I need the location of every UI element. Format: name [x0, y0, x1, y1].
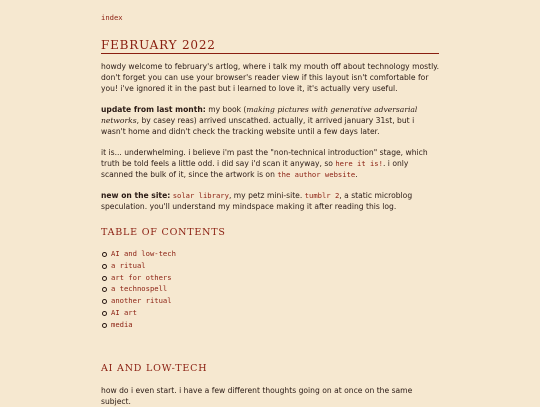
toc-item	[101, 248, 176, 260]
scan-link[interactable]: here it is!	[335, 159, 383, 169]
update-text-before: my book (	[205, 105, 247, 114]
solar-library-link[interactable]: solar library	[172, 191, 229, 200]
toc-item	[101, 319, 176, 331]
toc-item	[101, 307, 176, 319]
toc-item	[101, 260, 176, 272]
underwhelming-text-1: it is... underwhelming. i believe i'm past the "non-technical introduction" stage, which truth be told feels a little odd. i did say i'd scan it anyway, so	[101, 148, 428, 169]
tumblr-2-link[interactable]: tumblr 2	[304, 191, 340, 200]
underwhelming-text-2: . i only scanned the bulk of it, since the artwork is on	[101, 159, 409, 180]
toc-link-art-for-others[interactable]: art for others	[111, 272, 172, 282]
underwhelming-text-3: .	[355, 170, 358, 180]
toc-list	[101, 248, 176, 331]
section-ai-paragraph: how do i even start. i have a few different thoughts going on at once on the same subject.	[101, 386, 413, 407]
intro-block	[101, 61, 439, 103]
new-on-site-paragraph	[101, 190, 439, 212]
page-title: FEBRUARY 2022	[101, 38, 439, 54]
intro-paragraph: howdy welcome to february's artlog, where i talk my mouth off about technology mostly. don't forget you can use your browser's reader view if this layout isn't comfortable for you! i've ignored it in the past but i learned to love it, it's actually very useful.	[101, 62, 439, 94]
toc-link-ai-art[interactable]: AI art	[111, 307, 137, 317]
underwhelming-block	[101, 147, 439, 189]
toc-item	[101, 295, 176, 307]
index-link[interactable]: index	[101, 13, 123, 22]
new-on-site-block	[101, 190, 439, 220]
new-on-site-text-2: , a static microblog speculation. you'll understand my mindspace making it after reading this log.	[101, 191, 413, 212]
update-text-after: , by casey reas) arrived unscathed. actually, it arrived january 31st, but i wasn't home and didn't check the tracking website until a few days later.	[101, 116, 415, 137]
toc-link-another-ritual[interactable]: another ritual	[111, 296, 172, 306]
update-paragraph	[101, 104, 439, 138]
author-website-link[interactable]: the author website	[277, 170, 356, 180]
update-block	[101, 104, 439, 146]
new-on-site-label: new on the site:	[101, 191, 171, 200]
toc-link-media[interactable]: media	[111, 319, 133, 329]
toc-link-a-ritual[interactable]: a ritual	[111, 260, 146, 270]
toc-heading: TABLE OF CONTENTS	[101, 227, 226, 238]
section-heading-ai-and-low-tech: AI AND LOW-TECH	[101, 363, 208, 374]
underwhelming-paragraph	[101, 147, 439, 181]
toc-link-a-technospell[interactable]: a technospell	[111, 284, 168, 294]
toc-item	[101, 283, 176, 295]
update-label: update from last month:	[101, 105, 206, 114]
toc-item	[101, 272, 176, 284]
book-title: making pictures with generative adversarial networks	[101, 105, 418, 126]
toc-link-ai-and-low-tech[interactable]: AI and low-tech	[111, 249, 176, 258]
new-on-site-text-1: , my petz mini-site.	[228, 191, 305, 200]
